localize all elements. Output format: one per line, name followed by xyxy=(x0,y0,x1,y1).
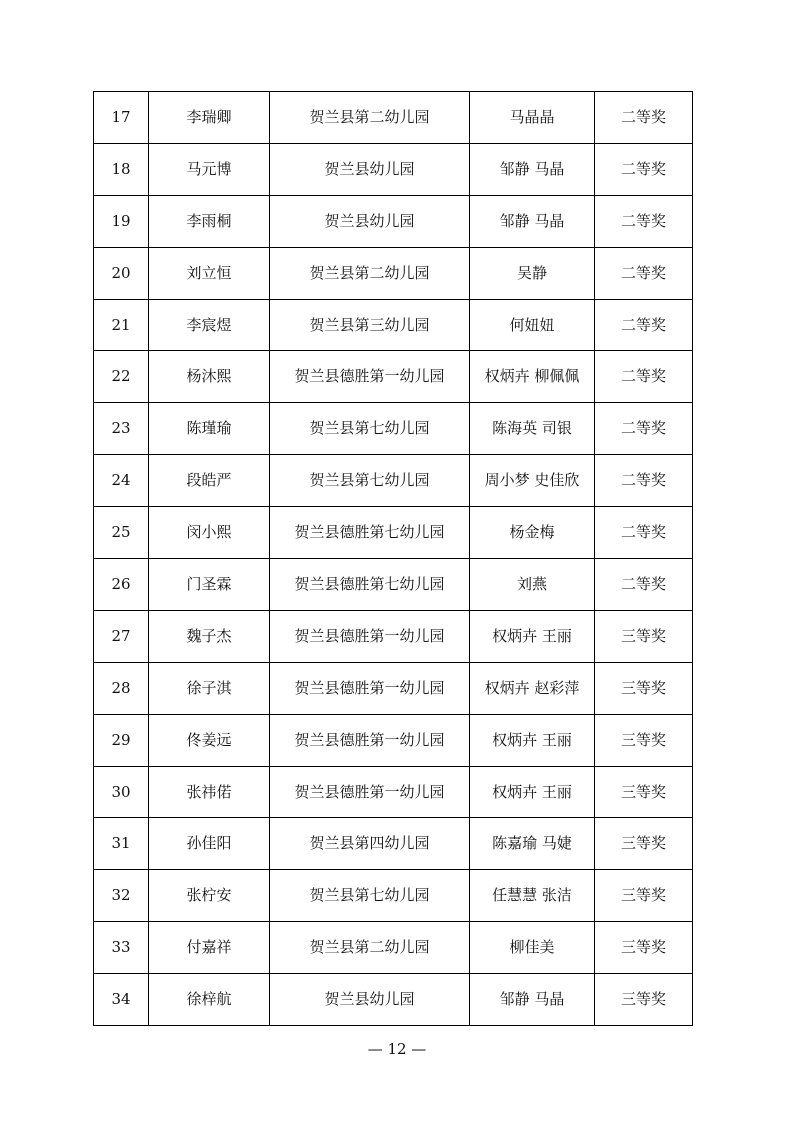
cell-award: 三等奖 xyxy=(595,922,693,974)
cell-kindergarten: 贺兰县幼儿园 xyxy=(270,195,470,247)
cell-kindergarten: 贺兰县幼儿园 xyxy=(270,974,470,1026)
cell-award: 二等奖 xyxy=(595,299,693,351)
cell-number: 17 xyxy=(94,92,149,144)
cell-teacher: 陈嘉瑜 马婕 xyxy=(470,818,595,870)
cell-number: 31 xyxy=(94,818,149,870)
cell-number: 32 xyxy=(94,870,149,922)
cell-number: 22 xyxy=(94,351,149,403)
table-row xyxy=(94,403,693,455)
table-row xyxy=(94,870,693,922)
cell-teacher: 邹静 马晶 xyxy=(470,143,595,195)
table-row xyxy=(94,143,693,195)
cell-student-name: 陈瑾瑜 xyxy=(149,403,270,455)
cell-teacher: 权炳卉 柳佩佩 xyxy=(470,351,595,403)
cell-teacher: 任慧慧 张洁 xyxy=(470,870,595,922)
cell-teacher: 邹静 马晶 xyxy=(470,195,595,247)
cell-student-name: 徐梓航 xyxy=(149,974,270,1026)
table-row xyxy=(94,922,693,974)
cell-kindergarten: 贺兰县德胜第七幼儿园 xyxy=(270,507,470,559)
cell-award: 二等奖 xyxy=(595,559,693,611)
cell-kindergarten: 贺兰县第二幼儿园 xyxy=(270,922,470,974)
cell-number: 28 xyxy=(94,662,149,714)
cell-student-name: 闵小熙 xyxy=(149,507,270,559)
cell-award: 三等奖 xyxy=(595,870,693,922)
cell-teacher: 何妞妞 xyxy=(470,299,595,351)
cell-number: 29 xyxy=(94,714,149,766)
cell-kindergarten: 贺兰县第二幼儿园 xyxy=(270,92,470,144)
cell-teacher: 权炳卉 王丽 xyxy=(470,610,595,662)
cell-student-name: 段皓严 xyxy=(149,455,270,507)
cell-kindergarten: 贺兰县德胜第一幼儿园 xyxy=(270,766,470,818)
cell-teacher: 陈海英 司银 xyxy=(470,403,595,455)
cell-student-name: 刘立恒 xyxy=(149,247,270,299)
cell-teacher: 权炳卉 王丽 xyxy=(470,766,595,818)
table-row xyxy=(94,766,693,818)
cell-kindergarten: 贺兰县第四幼儿园 xyxy=(270,818,470,870)
cell-number: 33 xyxy=(94,922,149,974)
cell-award: 二等奖 xyxy=(595,195,693,247)
cell-student-name: 张柠安 xyxy=(149,870,270,922)
cell-award: 三等奖 xyxy=(595,766,693,818)
table-row xyxy=(94,351,693,403)
cell-teacher: 权炳卉 王丽 xyxy=(470,714,595,766)
cell-student-name: 徐子淇 xyxy=(149,662,270,714)
award-table xyxy=(93,91,693,1026)
table-row xyxy=(94,714,693,766)
cell-student-name: 李宸煜 xyxy=(149,299,270,351)
cell-kindergarten: 贺兰县德胜第一幼儿园 xyxy=(270,351,470,403)
cell-kindergarten: 贺兰县第七幼儿园 xyxy=(270,455,470,507)
cell-number: 19 xyxy=(94,195,149,247)
cell-student-name: 杨沐熙 xyxy=(149,351,270,403)
cell-kindergarten: 贺兰县第三幼儿园 xyxy=(270,299,470,351)
cell-number: 25 xyxy=(94,507,149,559)
table-row xyxy=(94,299,693,351)
cell-number: 34 xyxy=(94,974,149,1026)
cell-award: 三等奖 xyxy=(595,662,693,714)
cell-number: 23 xyxy=(94,403,149,455)
cell-student-name: 孙佳阳 xyxy=(149,818,270,870)
table-row xyxy=(94,195,693,247)
cell-student-name: 付嘉祥 xyxy=(149,922,270,974)
cell-award: 二等奖 xyxy=(595,455,693,507)
cell-student-name: 马元博 xyxy=(149,143,270,195)
cell-teacher: 刘燕 xyxy=(470,559,595,611)
cell-teacher: 周小梦 史佳欣 xyxy=(470,455,595,507)
cell-award: 二等奖 xyxy=(595,92,693,144)
cell-award: 二等奖 xyxy=(595,351,693,403)
cell-kindergarten: 贺兰县第七幼儿园 xyxy=(270,870,470,922)
table-row xyxy=(94,92,693,144)
cell-award: 三等奖 xyxy=(595,818,693,870)
table-row xyxy=(94,247,693,299)
cell-award: 二等奖 xyxy=(595,403,693,455)
cell-student-name: 李雨桐 xyxy=(149,195,270,247)
cell-kindergarten: 贺兰县德胜第七幼儿园 xyxy=(270,559,470,611)
cell-award: 二等奖 xyxy=(595,143,693,195)
table-row xyxy=(94,455,693,507)
cell-teacher: 柳佳美 xyxy=(470,922,595,974)
table-row xyxy=(94,818,693,870)
cell-kindergarten: 贺兰县第二幼儿园 xyxy=(270,247,470,299)
cell-kindergarten: 贺兰县德胜第一幼儿园 xyxy=(270,714,470,766)
cell-number: 18 xyxy=(94,143,149,195)
cell-number: 27 xyxy=(94,610,149,662)
cell-award: 三等奖 xyxy=(595,714,693,766)
cell-teacher: 权炳卉 赵彩萍 xyxy=(470,662,595,714)
cell-student-name: 李瑞卿 xyxy=(149,92,270,144)
table-row xyxy=(94,559,693,611)
table-row xyxy=(94,974,693,1026)
cell-student-name: 魏子杰 xyxy=(149,610,270,662)
cell-award: 二等奖 xyxy=(595,507,693,559)
cell-kindergarten: 贺兰县德胜第一幼儿园 xyxy=(270,610,470,662)
cell-number: 24 xyxy=(94,455,149,507)
cell-teacher: 杨金梅 xyxy=(470,507,595,559)
cell-teacher: 吴静 xyxy=(470,247,595,299)
cell-number: 30 xyxy=(94,766,149,818)
cell-teacher: 马晶晶 xyxy=(470,92,595,144)
table-row xyxy=(94,662,693,714)
cell-kindergarten: 贺兰县德胜第一幼儿园 xyxy=(270,662,470,714)
table-row xyxy=(94,610,693,662)
cell-kindergarten: 贺兰县第七幼儿园 xyxy=(270,403,470,455)
cell-student-name: 佟姜远 xyxy=(149,714,270,766)
cell-kindergarten: 贺兰县幼儿园 xyxy=(270,143,470,195)
page-number: — 12 — xyxy=(367,1040,427,1058)
cell-student-name: 张祎偌 xyxy=(149,766,270,818)
cell-number: 20 xyxy=(94,247,149,299)
cell-teacher: 邹静 马晶 xyxy=(470,974,595,1026)
cell-number: 21 xyxy=(94,299,149,351)
cell-award: 二等奖 xyxy=(595,247,693,299)
cell-award: 三等奖 xyxy=(595,610,693,662)
table-row xyxy=(94,507,693,559)
award-table-body xyxy=(94,92,693,1026)
cell-award: 三等奖 xyxy=(595,974,693,1026)
cell-number: 26 xyxy=(94,559,149,611)
cell-student-name: 门圣霖 xyxy=(149,559,270,611)
